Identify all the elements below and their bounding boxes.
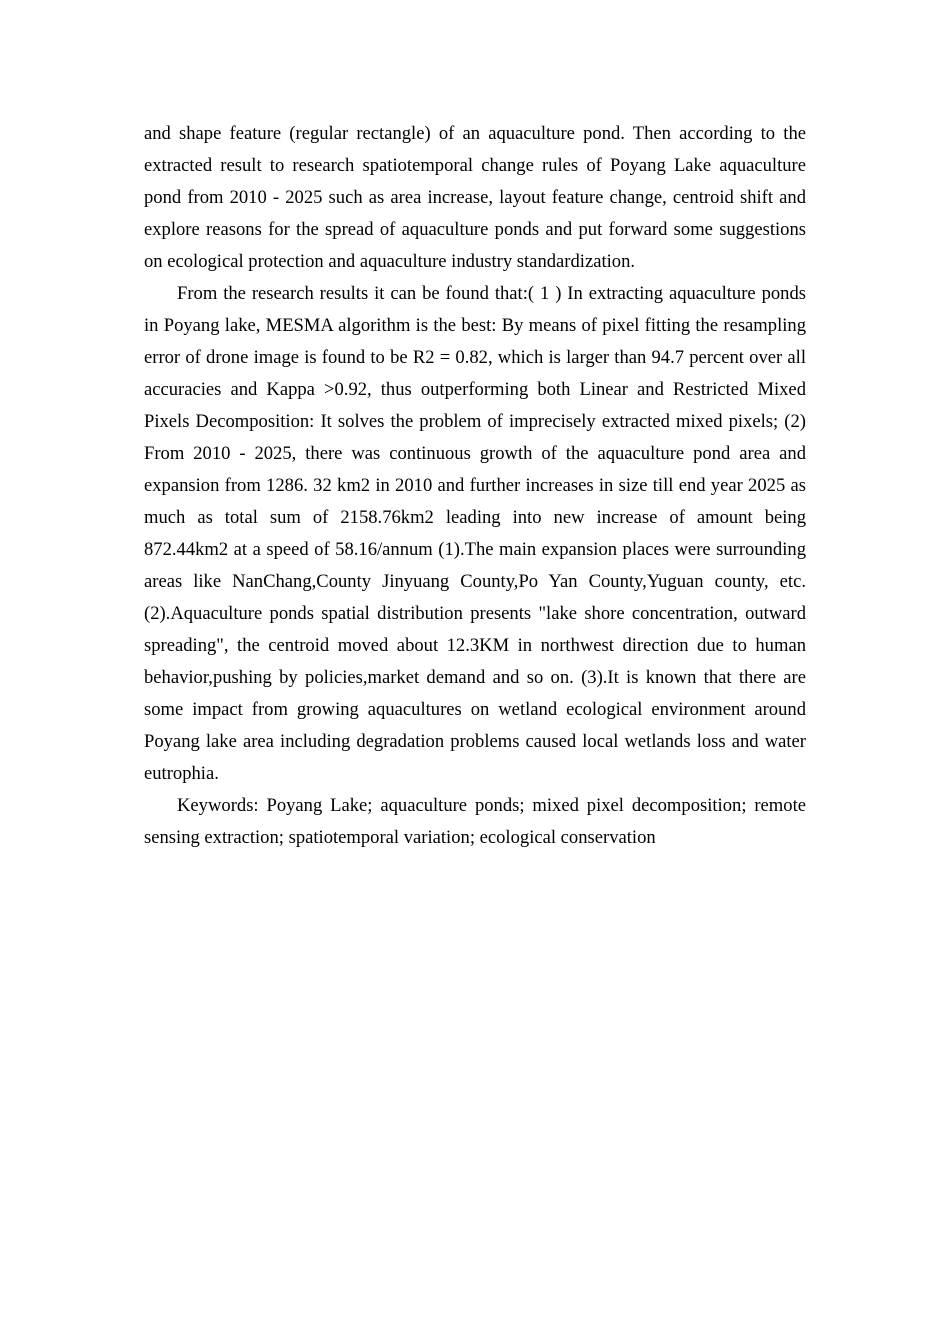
abstract-body <box>144 118 806 854</box>
paragraph-results: From the research results it can be found that:( 1 ) In extracting aquaculture ponds in Poyang lake, MESMA algorithm is the best: By means of pixel fitting the resampling error of drone image is found to be R2 = 0.82, which is larger than 94.7 percent over all accuracies and Kappa >0.92, thus outperforming both Linear and Restricted Mixed Pixels Decomposition: It solves the problem of imprecisely extracted mixed pixels; (2) From 2010 - 2025, there was continuous growth of the aquaculture pond area and expansion from 1286. 32 km2 in 2010 and further increases in size till end year 2025 as much as total sum of 2158.76km2 leading into new increase of amount being 872.44km2 at a speed of 58.16/annum (1).The main expansion places were surrounding areas like NanChang,County Jinyuang County,Po Yan County,Yuguan county, etc.(2).Aquaculture ponds spatial distribution presents "lake shore concentration, outward spreading", the centroid moved about 12.3KM in northwest direction due to human behavior,pushing by policies,market demand and so on. (3).It is known that there are some impact from growing aquacultures on wetland ecological environment around Poyang lake area including degradation problems caused local wetlands loss and water eutrophia. <box>144 283 806 784</box>
paragraph-keywords: Keywords: Poyang Lake; aquaculture ponds; mixed pixel decomposition; remote sensing extraction; spatiotemporal variation; ecological conservation <box>144 795 806 848</box>
paragraph-continuation: and shape feature (regular rectangle) of an aquaculture pond. Then according to the extracted result to research spatiotemporal change rules of Poyang Lake aquaculture pond from 2010 - 2025 such as area increase, layout feature change, centroid shift and explore reasons for the spread of aquaculture ponds and put forward some suggestions on ecological protection and aquaculture industry standardization. <box>144 123 806 272</box>
